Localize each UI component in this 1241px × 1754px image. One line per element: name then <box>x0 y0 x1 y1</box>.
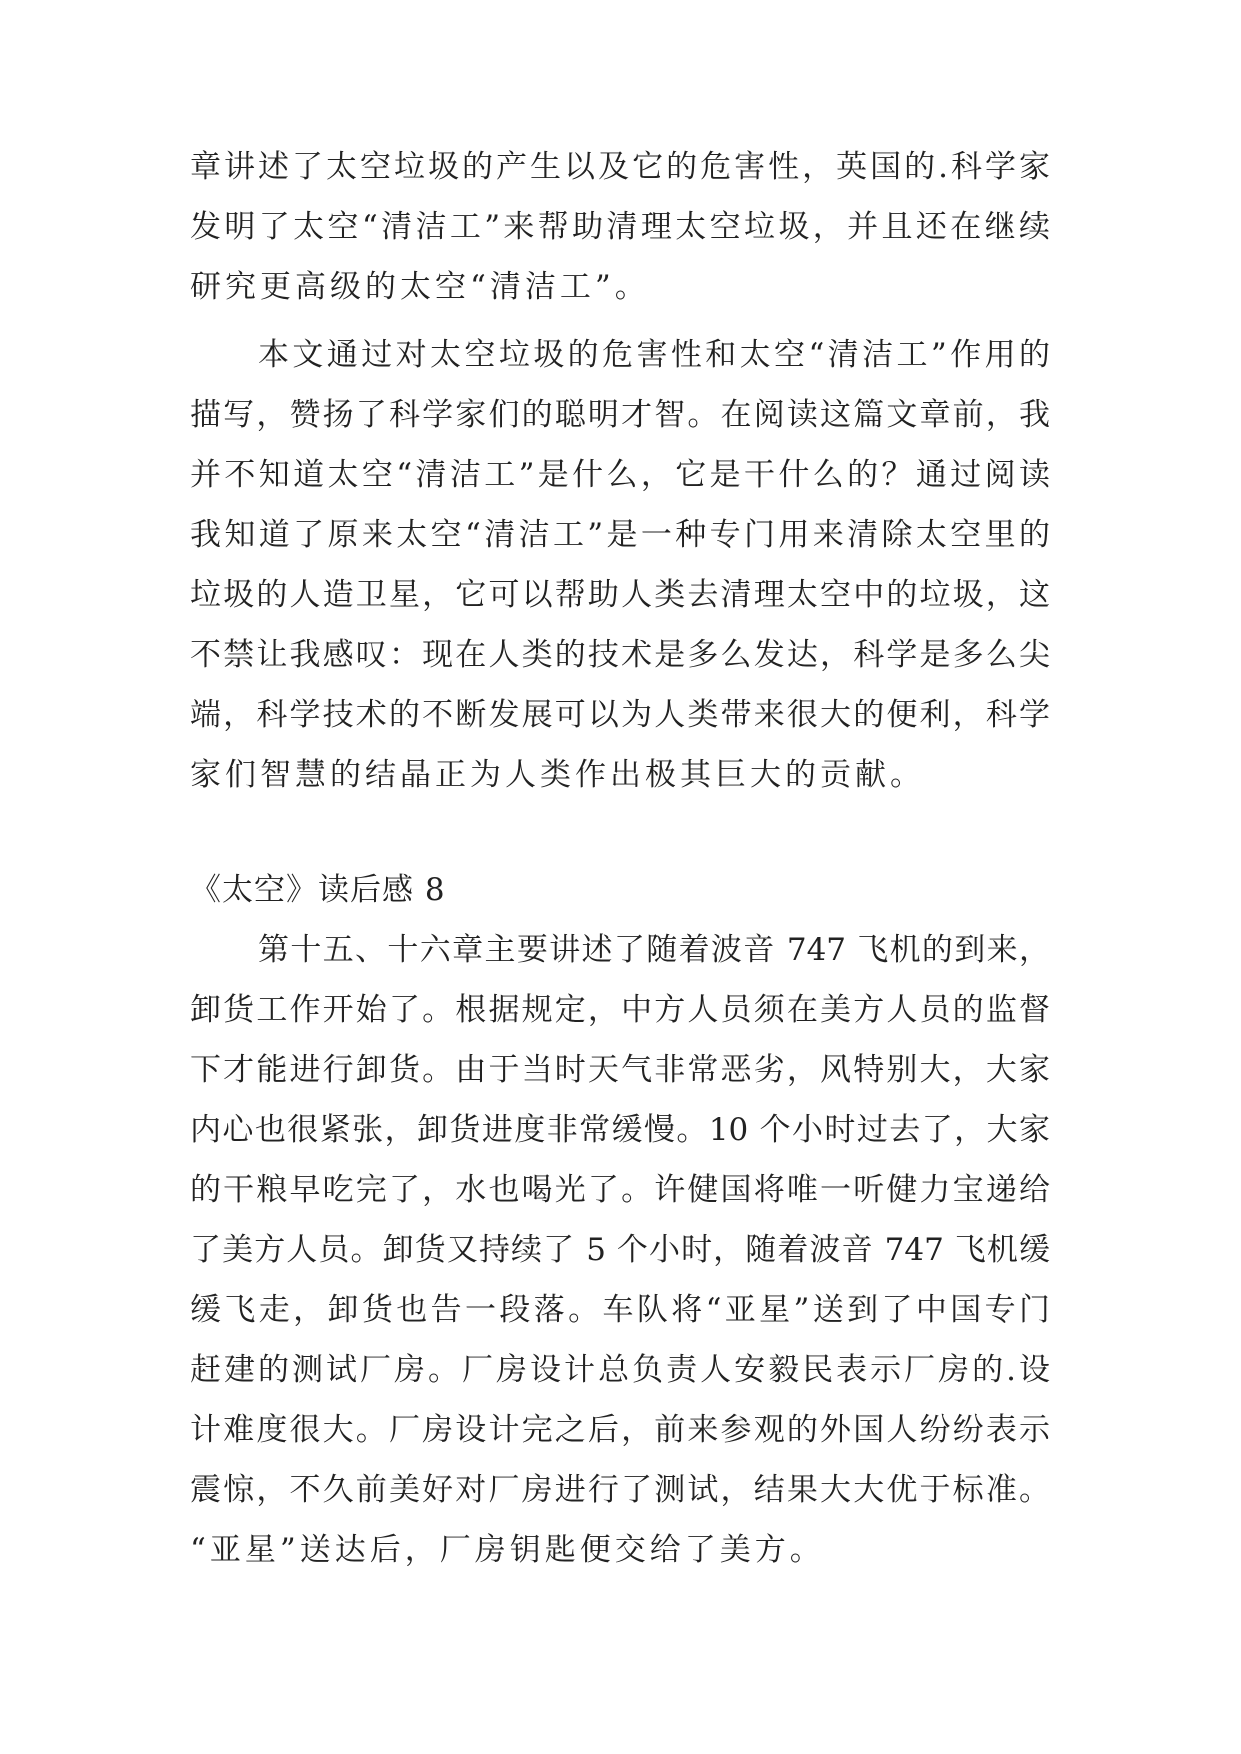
text-line: 研究更高级的太空“清洁工”。 <box>190 269 650 305</box>
paragraph-first-line: 第十五、十六章主要讲述了随着波音 747 飞机的到来， <box>258 932 1050 968</box>
text-line: 计难度很大。厂房设计完之后，前来参观的外国人纷纷表示 <box>190 1412 1050 1448</box>
text-line: 的干粮早吃完了，水也喝光了。许健国将唯一听健力宝递给 <box>190 1172 1050 1208</box>
text-line: 垃圾的人造卫星，它可以帮助人类去清理太空中的垃圾，这 <box>190 577 1050 613</box>
text-line: 缓飞走，卸货也告一段落。车队将“亚星”送到了中国专门 <box>190 1292 1050 1328</box>
text-line: 端，科学技术的不断发展可以为人类带来很大的便利，科学 <box>190 697 1050 733</box>
text-line: 并不知道太空“清洁工”是什么，它是干什么的？通过阅读 <box>190 457 1050 493</box>
text-line: 内心也很紧张，卸货进度非常缓慢。10 个小时过去了，大家 <box>190 1112 1050 1148</box>
text-line: 下才能进行卸货。由于当时天气非常恶劣，风特别大，大家 <box>190 1052 1050 1088</box>
text-line: 章讲述了太空垃圾的产生以及它的危害性，英国的.科学家 <box>190 149 1050 185</box>
text-line: 震惊，不久前美好对厂房进行了测试，结果大大优于标准。 <box>190 1472 1050 1508</box>
text-line: 家们智慧的结晶正为人类作出极其巨大的贡献。 <box>190 757 925 793</box>
paragraph-first-line: 本文通过对太空垃圾的危害性和太空“清洁工”作用的 <box>258 337 1050 373</box>
section-heading: 《太空》读后感 8 <box>190 872 446 908</box>
text-line: 描写，赞扬了科学家们的聪明才智。在阅读这篇文章前，我 <box>190 397 1050 433</box>
text-line: 发明了太空“清洁工”来帮助清理太空垃圾，并且还在继续 <box>190 209 1050 245</box>
text-line: “亚星”送达后，厂房钥匙便交给了美方。 <box>190 1532 825 1568</box>
text-line: 我知道了原来太空“清洁工”是一种专门用来清除太空里的 <box>190 517 1050 553</box>
text-line: 卸货工作开始了。根据规定，中方人员须在美方人员的监督 <box>190 992 1050 1028</box>
text-line: 了美方人员。卸货又持续了 5 个小时，随着波音 747 飞机缓 <box>190 1232 1050 1268</box>
text-line: 赶建的测试厂房。厂房设计总负责人安毅民表示厂房的.设 <box>190 1352 1050 1388</box>
text-line: 不禁让我感叹：现在人类的技术是多么发达，科学是多么尖 <box>190 637 1050 673</box>
